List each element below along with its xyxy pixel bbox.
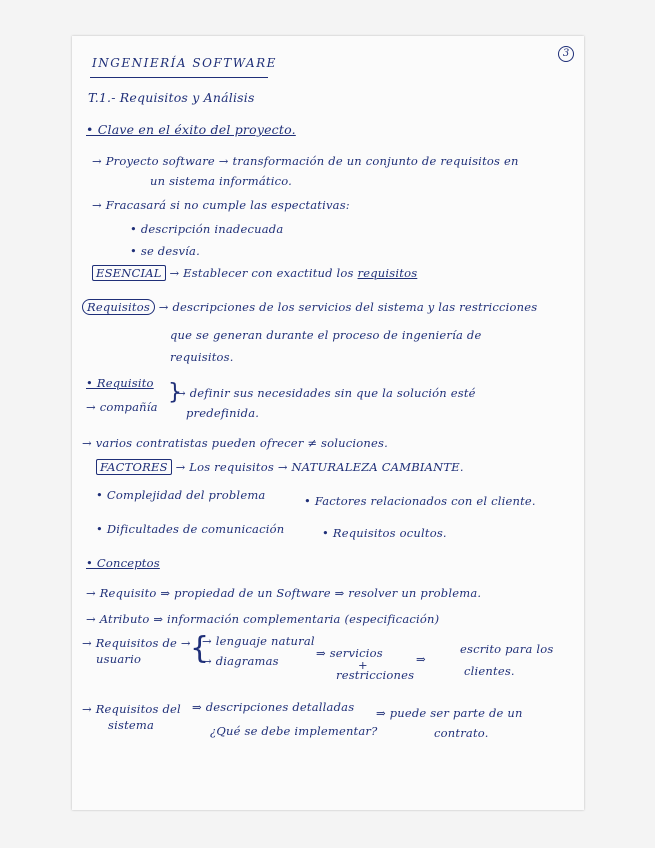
note-line: ⇒ descripciones detalladas: [192, 700, 355, 714]
note-line: ESENCIAL → Establecer con exactitud los requisitos: [92, 266, 417, 280]
note-line: requisitos.: [170, 350, 234, 364]
note-line: → Proyecto software → transformación de un conjunto de requisitos en: [92, 154, 519, 168]
topic-title: T.1.- Requisitos y Análisis: [88, 90, 255, 105]
note-line: • descripción inadecuada: [130, 222, 284, 236]
note-line: un sistema informático.: [150, 174, 293, 188]
note-line: → Fracasará si no cumple las espectativas:: [92, 198, 350, 212]
note-line: usuario: [96, 652, 142, 666]
note-line: • Factores relacionados con el cliente.: [304, 494, 536, 508]
brace-symbol: {: [190, 631, 210, 666]
note-line: • se desvía.: [130, 244, 200, 258]
circled-keyword: Requisitos: [82, 299, 155, 315]
note-line: escrito para los: [460, 642, 554, 656]
note-line: ⇒: [416, 652, 426, 666]
note-line: • Requisito: [86, 376, 154, 390]
note-line: → Requisitos de →: [82, 636, 191, 650]
note-line: → Atributo ⇒ información complementaria (especificación): [86, 612, 440, 626]
subject-title: INGENIERÍA SOFTWARE: [92, 56, 277, 70]
note-line: que se generan durante el proceso de ingeniería de: [170, 328, 482, 342]
boxed-keyword: FACTORES: [96, 459, 172, 475]
note-line: → varios contratistas pueden ofrecer ≠ soluciones.: [82, 436, 388, 450]
note-line: +: [358, 658, 368, 672]
note-line: • Complejidad del problema: [96, 488, 266, 502]
note-line: ¿Qué se debe implementar?: [210, 724, 378, 738]
note-line: clientes.: [464, 664, 515, 678]
boxed-keyword: ESENCIAL: [92, 265, 166, 281]
note-line: • Dificultades de comunicación: [96, 522, 285, 536]
note-line: → Requisitos del: [82, 702, 181, 716]
note-line: • Clave en el éxito del proyecto.: [86, 122, 296, 137]
note-line: → Requisito ⇒ propiedad de un Software ⇒ resolver un problema.: [86, 586, 482, 600]
note-line: → lenguaje natural: [202, 634, 315, 648]
note-line: ⇒ servicios: [316, 646, 383, 660]
notebook-page: [72, 36, 584, 810]
title-underline: [90, 77, 268, 78]
note-line: restricciones: [336, 668, 415, 682]
note-line: sistema: [108, 718, 155, 732]
note-line: predefinida.: [186, 406, 260, 420]
note-line: FACTORES → Los requisitos → NATURALEZA CAMBIANTE.: [96, 460, 464, 474]
note-line: Requisitos → descripciones de los servicios del sistema y las restricciones: [82, 300, 537, 314]
note-line: → definir sus necesidades sin que la solución esté: [176, 386, 476, 400]
note-line: → diagramas: [202, 654, 279, 668]
note-line: contrato.: [434, 726, 489, 740]
page-number: 3: [558, 46, 574, 62]
note-line: ⇒ puede ser parte de un: [376, 706, 523, 720]
note-line: → compañía: [86, 400, 158, 414]
note-line: • Requisitos ocultos.: [322, 526, 447, 540]
note-line: • Conceptos: [86, 556, 160, 570]
brace-symbol: }: [168, 380, 182, 405]
